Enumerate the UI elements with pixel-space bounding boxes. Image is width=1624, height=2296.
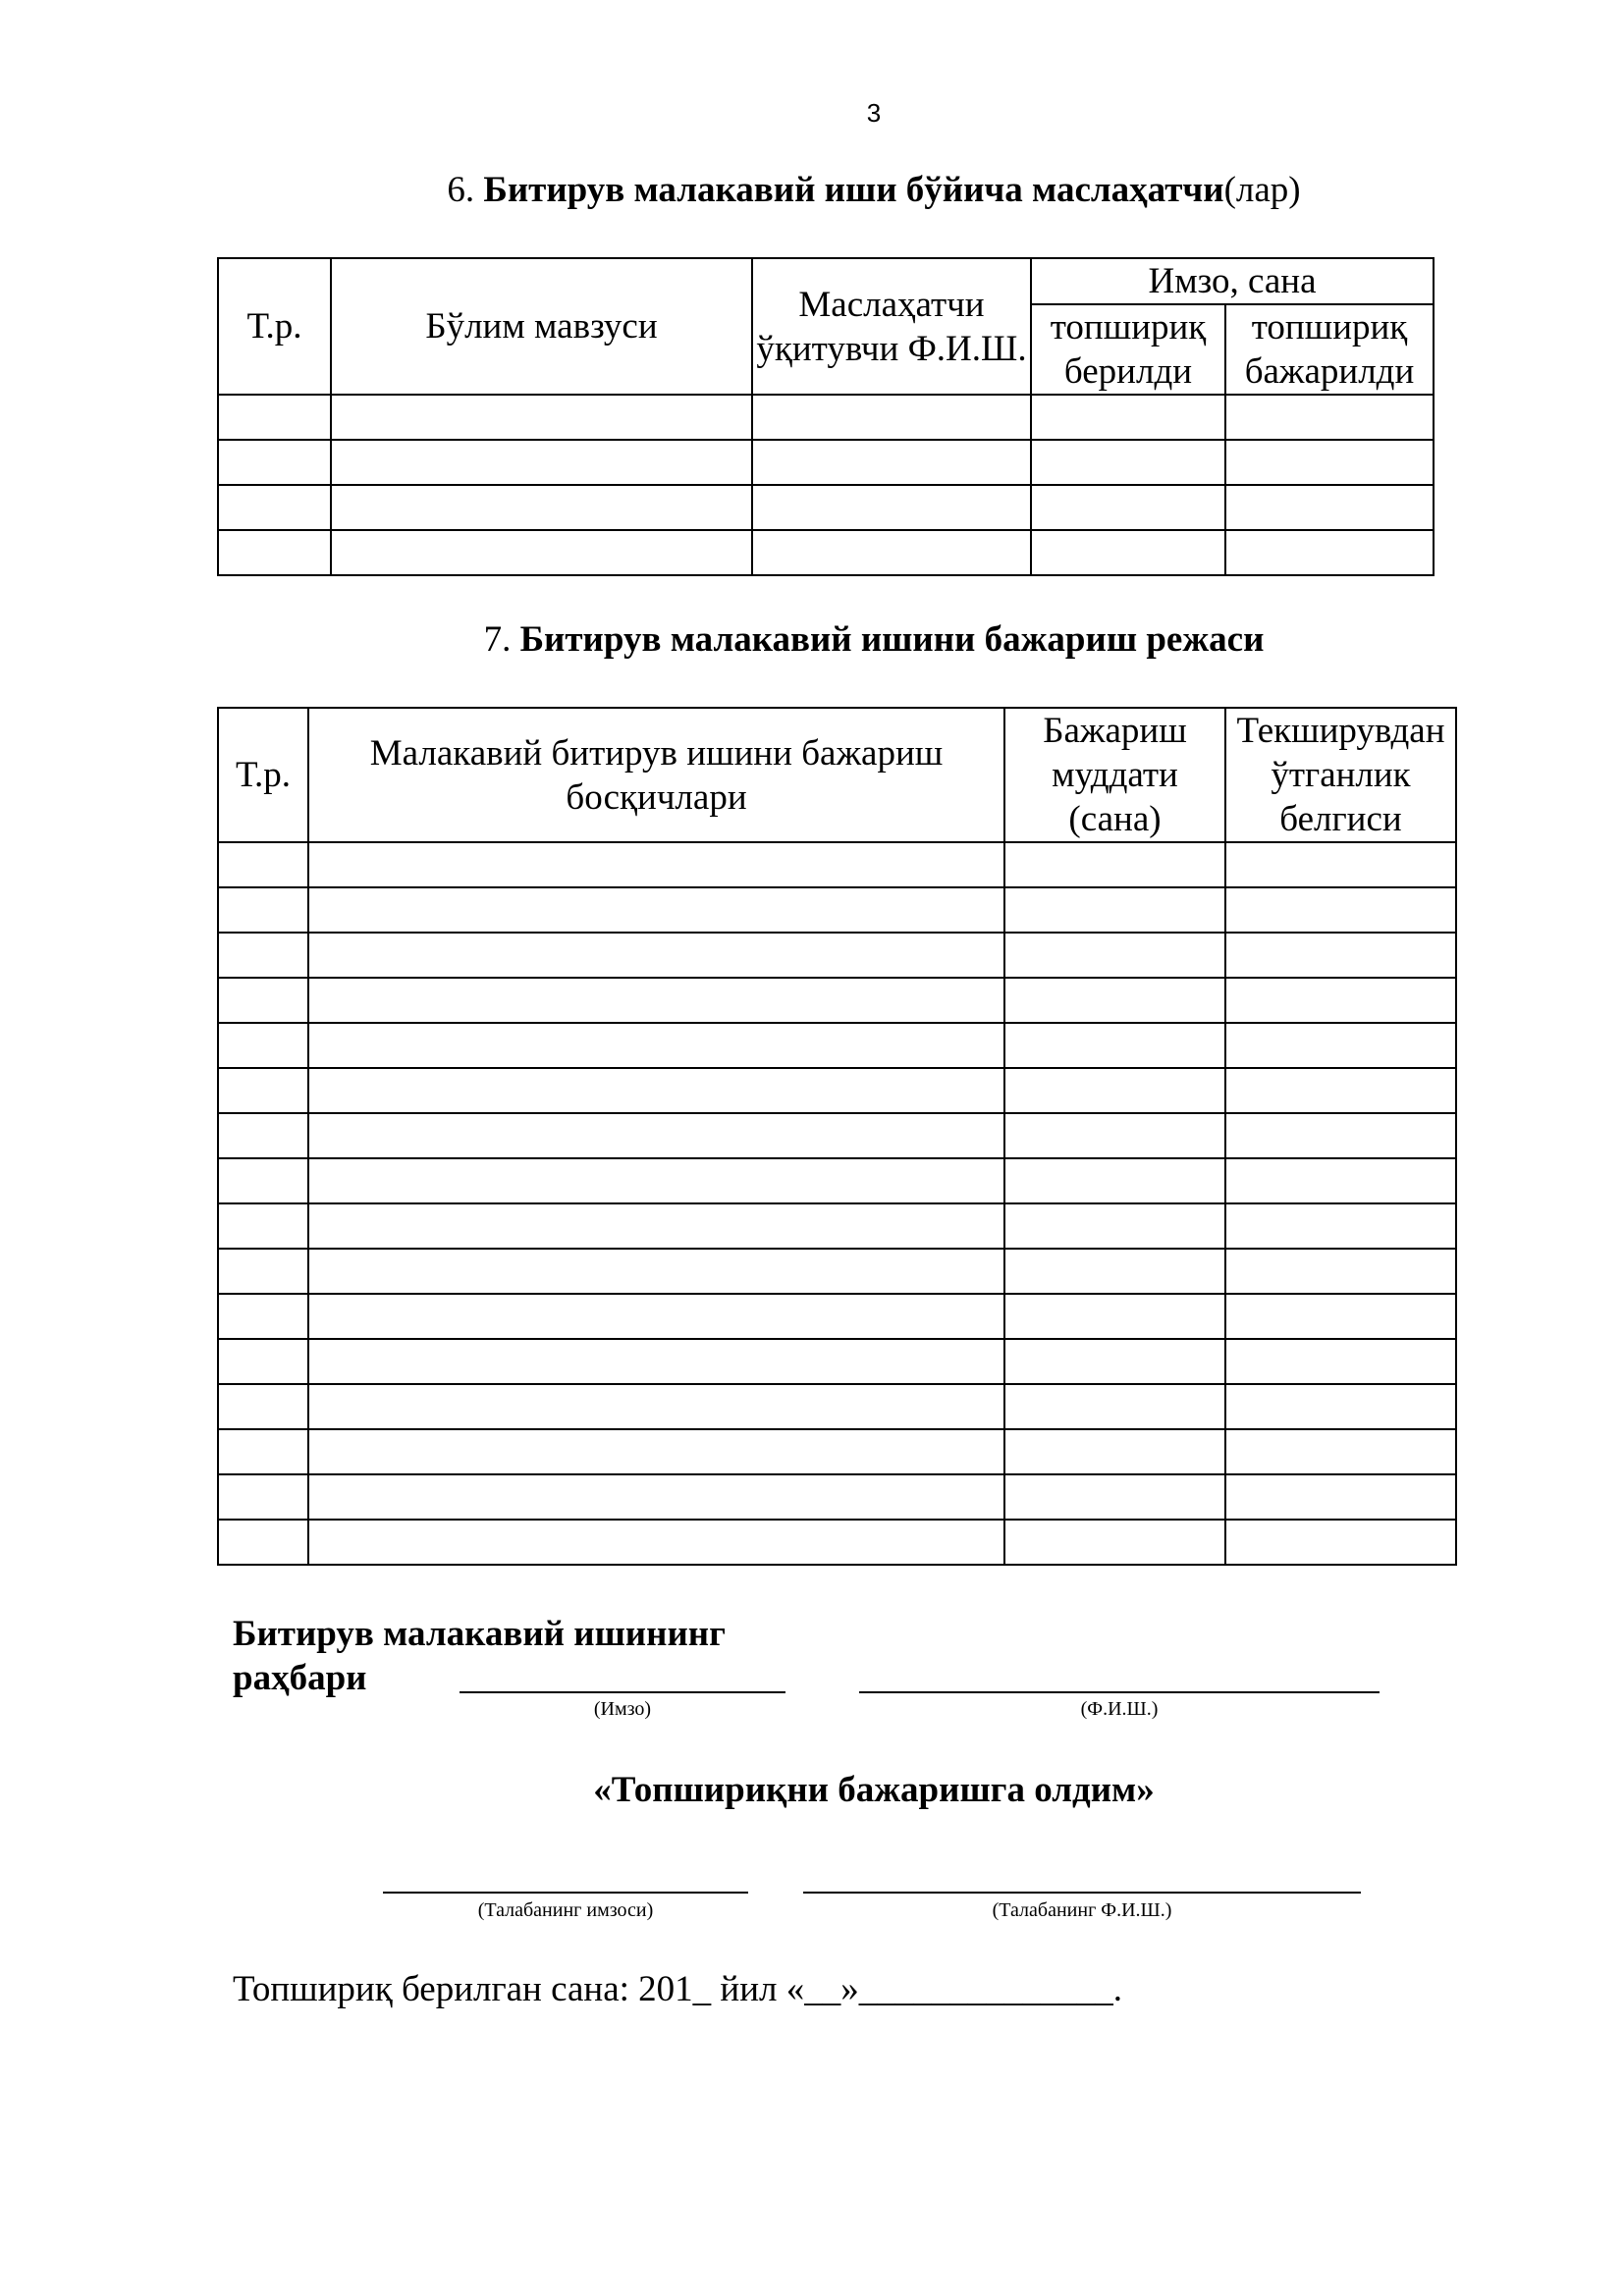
table-cell [218, 1294, 308, 1339]
table-cell [308, 1429, 1004, 1474]
table-cell [218, 1474, 308, 1520]
header-consultant: Маслаҳатчи ўқитувчи Ф.И.Ш. [752, 258, 1031, 395]
table-cell [1225, 1520, 1456, 1565]
page-number: 3 [866, 98, 882, 128]
table-row [218, 1249, 1456, 1294]
table-cell [218, 933, 308, 978]
table-cell [1004, 978, 1225, 1023]
table-row [218, 1474, 1456, 1520]
header-signature-date: Имзо, сана [1031, 258, 1434, 304]
table-cell [218, 395, 331, 440]
table-cell [218, 1158, 308, 1203]
table-cell [1004, 1474, 1225, 1520]
table-cell [752, 485, 1031, 530]
table-cell [1225, 440, 1434, 485]
table-cell [308, 1158, 1004, 1203]
section-7-title-bold: Битирув малакавий ишини бажариш режаси [519, 619, 1265, 660]
acceptance-title: «Топшириқни бажаришга олдим» [593, 1770, 1155, 1810]
table-cell [1004, 1429, 1225, 1474]
table-cell [308, 933, 1004, 978]
table-cell [1004, 1068, 1225, 1113]
table-row [218, 1023, 1456, 1068]
table-cell [308, 887, 1004, 933]
table-row [218, 1339, 1456, 1384]
table-cell [308, 1249, 1004, 1294]
table-row [218, 1294, 1456, 1339]
header-given: топшириқ берилди [1031, 304, 1225, 395]
table-cell [1031, 440, 1225, 485]
table-row [218, 440, 1434, 485]
header-tr: Т.р. [218, 258, 331, 395]
table-cell [1225, 1429, 1456, 1474]
table-cell [218, 842, 308, 887]
table-row [218, 933, 1456, 978]
supervisor-signature-caption: (Имзо) [593, 1698, 652, 1720]
table-cell [1225, 933, 1456, 978]
table-cell [218, 1520, 308, 1565]
table-cell [218, 1113, 308, 1158]
table-cell [1004, 1339, 1225, 1384]
table-row [218, 887, 1456, 933]
table-cell [1225, 485, 1434, 530]
table-row [218, 1520, 1456, 1565]
table-cell [218, 530, 331, 575]
table-cell [1004, 1158, 1225, 1203]
table-cell [308, 1068, 1004, 1113]
student-signature-caption: (Талабанинг имзоси) [477, 1899, 654, 1921]
table-cell [331, 530, 752, 575]
header-checked: Текширувдан ўтганлик белгиси [1225, 708, 1456, 842]
table-cell [218, 1339, 308, 1384]
table-cell [308, 1113, 1004, 1158]
table-cell [218, 978, 308, 1023]
table-cell [1225, 1158, 1456, 1203]
section-6-title-bold: Битирув малакавий иши бўйича маслаҳатчи [483, 170, 1224, 210]
table-cell [308, 1339, 1004, 1384]
table-cell [308, 842, 1004, 887]
supervisor-name-line [859, 1691, 1380, 1693]
table-row [218, 485, 1434, 530]
table-cell [218, 1023, 308, 1068]
table-cell [1225, 1384, 1456, 1429]
table-row [218, 395, 1434, 440]
table-row [218, 1158, 1456, 1203]
student-name-line [803, 1892, 1361, 1894]
table-cell [1004, 1249, 1225, 1294]
header-stages: Малакавий битирув ишини бажариш босқичлари [308, 708, 1004, 842]
section-6-number: 6. [447, 170, 484, 210]
table-cell [1004, 1113, 1225, 1158]
table-cell [1225, 978, 1456, 1023]
table-cell [308, 1474, 1004, 1520]
table-cell [218, 887, 308, 933]
table-cell [1225, 1113, 1456, 1158]
table-row [218, 978, 1456, 1023]
table-cell [1225, 1294, 1456, 1339]
table-cell [1004, 933, 1225, 978]
table-cell [331, 440, 752, 485]
table-cell [308, 1294, 1004, 1339]
table-cell [308, 978, 1004, 1023]
table-cell [308, 1520, 1004, 1565]
table-cell [308, 1203, 1004, 1249]
table-cell [218, 1203, 308, 1249]
student-signature-line [383, 1892, 748, 1894]
table-cell [1225, 1339, 1456, 1384]
table-row [218, 1384, 1456, 1429]
table-cell [218, 1429, 308, 1474]
table-cell [752, 395, 1031, 440]
table-cell [218, 1068, 308, 1113]
table-cell [308, 1384, 1004, 1429]
table-cell [218, 1384, 308, 1429]
table-cell [1225, 1474, 1456, 1520]
table-row [218, 1113, 1456, 1158]
section-7-number: 7. [483, 619, 520, 660]
table-cell [218, 485, 331, 530]
table-cell [1225, 1023, 1456, 1068]
table-cell [218, 440, 331, 485]
table-cell [1004, 1520, 1225, 1565]
table-cell [1004, 1384, 1225, 1429]
table-cell [1004, 1294, 1225, 1339]
table-cell [1031, 395, 1225, 440]
assignment-date-line: Топшириқ берилган сана: 201_ йил «__»______________. [233, 1969, 1122, 2009]
table-cell [1004, 842, 1225, 887]
table-cell [1004, 1203, 1225, 1249]
table-cell [1031, 530, 1225, 575]
table-cell [331, 395, 752, 440]
table-cell [218, 1249, 308, 1294]
table-row [218, 1429, 1456, 1474]
table-cell [1004, 1023, 1225, 1068]
table-cell [331, 485, 752, 530]
work-plan-table [217, 707, 1457, 1566]
section-6-title [0, 169, 1624, 211]
table-row [218, 842, 1456, 887]
supervisor-name-caption: (Ф.И.Ш.) [1080, 1698, 1159, 1720]
table-cell [1225, 1068, 1456, 1113]
table-cell [1225, 530, 1434, 575]
header-completed: топшириқ бажарилди [1225, 304, 1434, 395]
table-cell [1225, 395, 1434, 440]
table-cell [1004, 887, 1225, 933]
student-name-caption: (Талабанинг Ф.И.Ш.) [992, 1899, 1172, 1921]
table-cell [308, 1023, 1004, 1068]
table-row [218, 1203, 1456, 1249]
table-row [218, 1068, 1456, 1113]
table-row [218, 530, 1434, 575]
consultants-table [217, 257, 1435, 576]
header-deadline: Бажариш муддати (сана) [1004, 708, 1225, 842]
header-topic: Бўлим мавзуси [331, 258, 752, 395]
section-7-title [0, 618, 1624, 661]
table-cell [1031, 485, 1225, 530]
table-cell [1225, 887, 1456, 933]
table-cell [1225, 1249, 1456, 1294]
section-6-title-suffix: (лар) [1223, 170, 1301, 210]
header-tr: Т.р. [218, 708, 308, 842]
table-cell [752, 530, 1031, 575]
table-cell [1225, 842, 1456, 887]
table-cell [1225, 1203, 1456, 1249]
supervisor-signature-line [460, 1691, 785, 1693]
supervisor-title: Битирув малакавий ишининг раҳбари [233, 1614, 726, 1698]
table-cell [752, 440, 1031, 485]
